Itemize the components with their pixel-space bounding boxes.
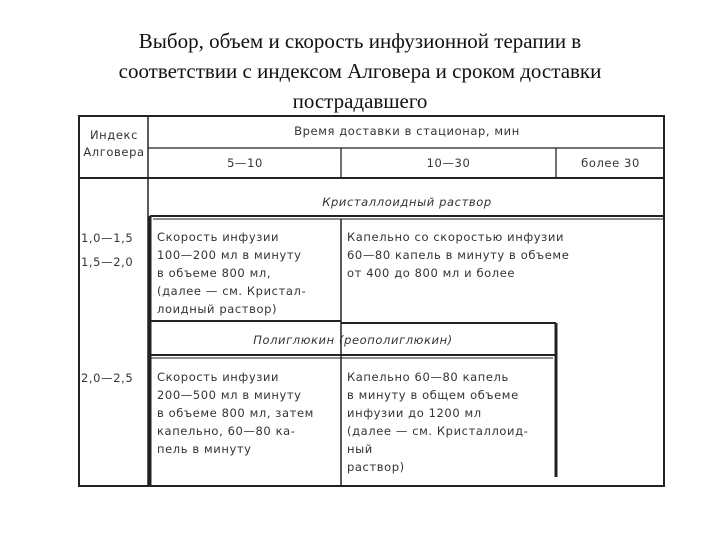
- infusion-table: [78, 115, 665, 487]
- title-line-1: Выбор, объем и скорость инфузионной терапии в: [138, 29, 582, 53]
- index-header: [82, 127, 146, 161]
- col-header-10-30: 10—30: [426, 156, 471, 170]
- row1-index-b: 1,5—2,0: [81, 255, 134, 269]
- row2-cell-5-10: Скорость инфузии 200—500 мл в минуту в объеме 800 мл, затем капельно, 60—80 ка- пель в минуту: [157, 370, 314, 456]
- time-header: Время доставки в стационар, мин: [294, 124, 520, 138]
- row2-index: 2,0—2,5: [81, 371, 134, 385]
- title-line-3: пострадавшего: [292, 89, 428, 113]
- index-header-line-1: Индекс: [89, 128, 139, 142]
- col-header-over-30: более 30: [581, 156, 640, 170]
- slide-title: [40, 26, 680, 116]
- row2-cell-10-30: Капельно 60—80 капель в минуту в общем объеме инфузии до 1200 мл (далее — см. Кристаллоид- ный раствор): [347, 370, 529, 474]
- crystalloid-section-label: Кристаллоидный раствор: [322, 195, 492, 209]
- row1-cell-10-30: Капельно со скоростью инфузии 60—80 капель в минуту в объеме от 400 до 800 мл и более: [347, 230, 570, 280]
- col-header-5-10: 5—10: [227, 156, 263, 170]
- title-line-2: соответствии с индексом Алговера и сроком доставки: [118, 59, 602, 83]
- row1-cell-5-10: Скорость инфузии 100—200 мл в минуту в объеме 800 мл, (далее — см. Кристал- лоидный раствор): [157, 230, 307, 316]
- polyglukin-section-label: Полиглюкин (реополиглюкин): [253, 333, 453, 347]
- row1-index-a: 1,0—1,5: [81, 231, 134, 245]
- index-header-line-2: Алговера: [83, 145, 145, 159]
